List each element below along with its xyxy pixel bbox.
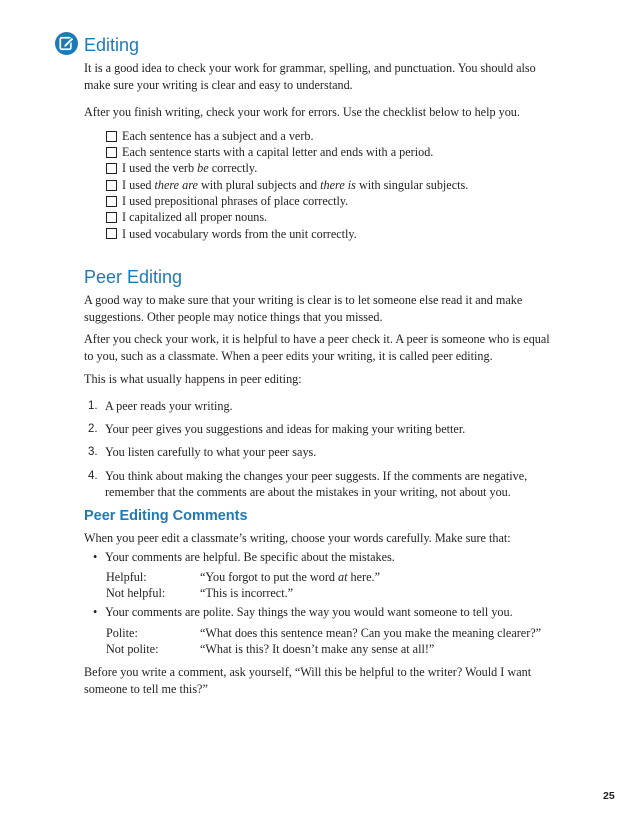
checklist-item [106, 144, 468, 160]
bullet-item-polite [93, 604, 513, 621]
step-item [88, 468, 558, 501]
step-item [88, 421, 558, 438]
comments-intro-paragraph: When you peer edit a classmate’s writing, choose your words carefully. Make sure that: [84, 531, 511, 545]
step-item [88, 444, 558, 461]
checkbox[interactable] [106, 180, 117, 191]
checklist-item-text: I capitalized all proper nouns. [122, 210, 268, 225]
step-item [88, 398, 558, 415]
checkbox[interactable] [106, 131, 117, 142]
checkbox[interactable] [106, 147, 117, 158]
editing-checklist [106, 128, 468, 242]
example-label: Polite: [106, 626, 138, 640]
checklist-item [106, 193, 468, 209]
checklist-item-text: Each sentence has a subject and a verb. [122, 128, 314, 143]
example-label: Not polite: [106, 642, 159, 656]
peer-editing-steps [88, 398, 558, 507]
example-label: Not helpful: [106, 586, 166, 600]
checkbox[interactable] [106, 212, 117, 223]
checklist-item-text: I used the verb be correctly. [122, 161, 258, 176]
checklist-item [106, 226, 468, 242]
bullet-item-helpful [93, 549, 395, 566]
step-text: You listen carefully to what your peer says. [105, 445, 317, 460]
step-text: Your peer gives you suggestions and ideas for making your writing better. [105, 422, 466, 437]
example-not-helpful [106, 585, 293, 602]
peer-editing-heading: Peer Editing [84, 267, 183, 287]
checklist-item [106, 209, 468, 225]
example-text: “What does this sentence mean? Can you make the meaning clearer?” [200, 626, 542, 640]
checklist-item-text: I used there are with plural subjects and there is with singular subjects. [122, 177, 469, 192]
checklist-item-text: I used vocabulary words from the unit correctly. [122, 226, 357, 241]
checklist-intro-paragraph: After you finish writing, check your work for errors. Use the checklist below to help you. [84, 105, 520, 119]
step-text: A peer reads your writing. [105, 399, 233, 413]
example-helpful [106, 569, 380, 586]
closing-paragraph: Before you write a comment, ask yourself, “Will this be helpful to the writer? Would I want someone to tell me this?” [84, 665, 532, 696]
checklist-item-text: I used prepositional phrases of place correctly. [122, 194, 349, 209]
example-polite [106, 625, 541, 642]
step-text: You think about making the changes your peer suggests. If the comments are negative, remember that the comments are about the mistakes in your writing, not about you. [105, 468, 528, 500]
checkbox[interactable] [106, 163, 117, 174]
bullet-icon: • [93, 550, 98, 564]
bullet-text: Your comments are polite. Say things the way you would want someone to tell you. [105, 605, 513, 619]
bullet-icon: • [93, 605, 98, 619]
checkbox[interactable] [106, 228, 117, 239]
step-number: 2. [88, 423, 98, 436]
bullet-text: Your comments are helpful. Be specific about the mistakes. [105, 550, 395, 564]
example-text: “You forgot to put the word at here.” [200, 570, 380, 584]
page-number: 25 [603, 790, 615, 802]
example-label: Helpful: [106, 570, 147, 584]
peer-editing-paragraph-2: After you check your work, it is helpful to have a peer check it. A peer is someone who is equal to you, such as a classmate. When a peer edits your writing, it is called peer editing. [84, 332, 550, 363]
checkbox[interactable] [106, 196, 117, 207]
peer-editing-paragraph-1: A good way to make sure that your writing is clear is to let someone else read it and make suggestions. Other people may notice things that you missed. [84, 293, 523, 324]
step-number: 4. [88, 469, 98, 482]
step-number: 3. [88, 446, 98, 459]
peer-editing-comments-heading: Peer Editing Comments [84, 508, 248, 524]
checklist-item [106, 128, 468, 144]
example-text: “What is this? It doesn’t make any sense at all!” [200, 642, 435, 656]
checklist-item-text: Each sentence starts with a capital letter and ends with a period. [122, 145, 434, 160]
step-number: 1. [88, 400, 98, 412]
example-text: “This is incorrect.” [200, 586, 294, 600]
checklist-item [106, 177, 468, 193]
peer-editing-paragraph-3: This is what usually happens in peer editing: [84, 372, 302, 386]
checklist-item [106, 161, 468, 177]
editing-heading: Editing [84, 35, 140, 55]
editing-intro-paragraph: It is a good idea to check your work for grammar, spelling, and punctuation. You should also make sure your writing is clear and easy to understand. [84, 61, 536, 92]
example-not-polite [106, 641, 434, 658]
edit-pencil-icon [55, 32, 78, 55]
